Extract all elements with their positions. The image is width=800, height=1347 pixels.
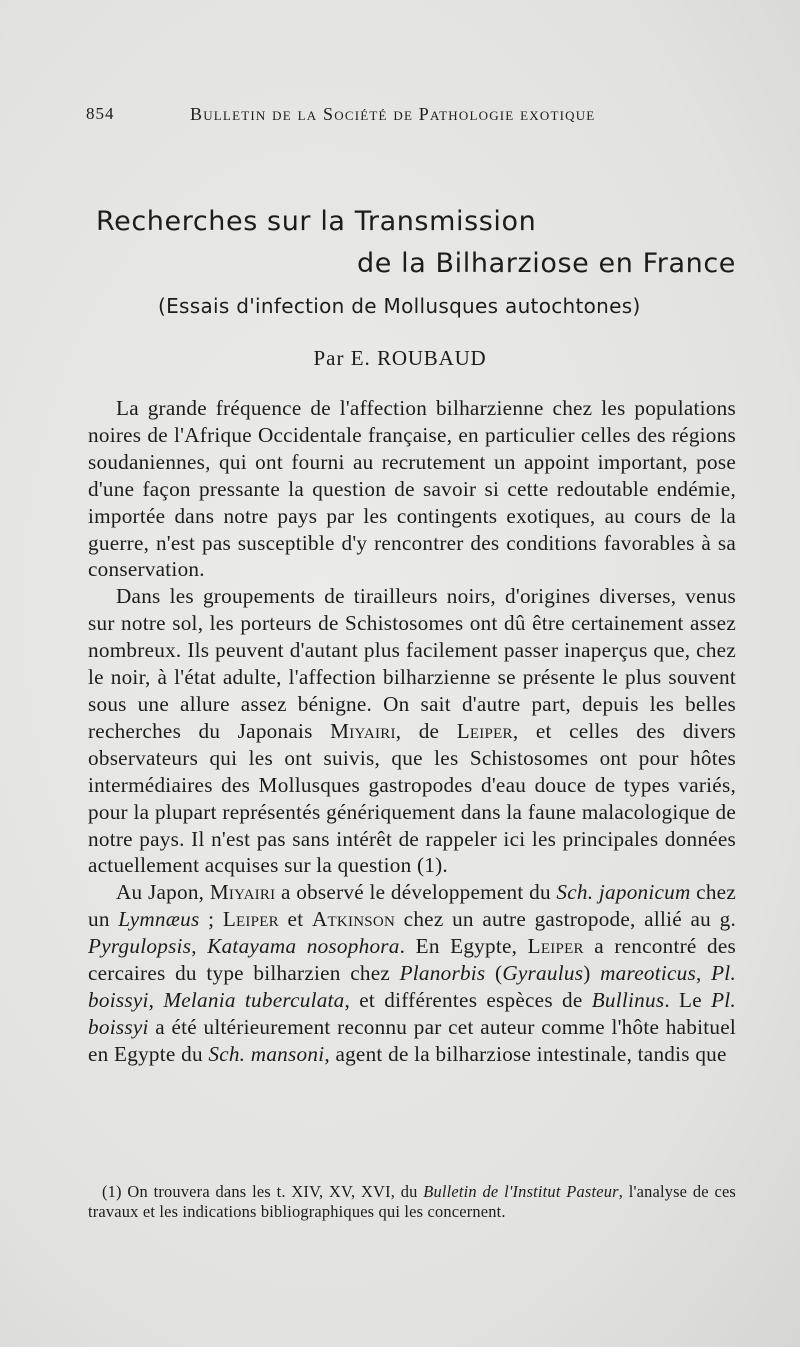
species-name: Lymnæus bbox=[118, 907, 200, 932]
species-name: Pl. boissyi bbox=[88, 961, 736, 1012]
text-run: , agent de la bilharziose intestinale, tandis que bbox=[324, 1041, 727, 1066]
species-name: Pyrgulopsis bbox=[88, 934, 192, 959]
author-ref-leiper: Leiper bbox=[222, 907, 279, 932]
species-name: Sch. japonicum bbox=[556, 880, 691, 905]
paragraph-1: La grande fréquence de l'affection bilharzienne chez les populations noires de l'Afrique Occidentale française, en particulier celles des régions soudaniennes, qui ont fourni au recrutement un appoint important, pose d'une façon pressante la question de savoir si cette redoutable endémie, importée dans notre pays par les contingents exotiques, au cours de la guerre, n'est pas susceptible d'y rencontrer des conditions favorables à sa conservation. bbox=[88, 396, 736, 582]
author-ref-miyairi: Miyairi bbox=[209, 880, 276, 905]
species-name: mareoticus bbox=[600, 961, 696, 986]
article-title-line-2: de la Bilharziose en France bbox=[357, 248, 736, 279]
text-run: , bbox=[191, 934, 208, 959]
text-run: a été ultérieurement reconnu par cet auteur comme l'hôte habituel en Egypte du bbox=[88, 1014, 736, 1066]
species-name: Sch. mansoni bbox=[208, 1041, 325, 1066]
text-run: , et celles des divers observateurs qui les ont suivis, que les Schistosomes ont pour hôtes intermédiaires des Mollusques gastropodes d'eau douce de types variés, pour la plupart représentés génériquement dans la faune malacologique de notre pays. Il n'est pas sans intérêt de rappeler ici les principales données actuellement acquises sur la question (1). bbox=[88, 718, 737, 878]
species-name: Katayama nosophora bbox=[207, 934, 400, 959]
footnote-1 bbox=[88, 1182, 736, 1222]
text-run: (1) On trouvera dans les t. XIV, XV, XVI, du bbox=[102, 1182, 424, 1201]
species-name: Pl. boissyi bbox=[88, 987, 736, 1039]
text-run: . Le bbox=[664, 987, 712, 1012]
text-run: . En Egypte, bbox=[399, 934, 528, 959]
text-run: et bbox=[278, 907, 312, 932]
running-head bbox=[86, 104, 726, 128]
text-run: Dans les groupements de tirailleurs noirs, d'origines diverses, venus sur notre sol, les porteurs de Schistosomes ont dû être certainement assez nombreux. Ils peuvent d'autant plus facilement passer inaperçus que, chez le noir, à l'état adulte, l'affection bilharzienne se présente le plus souvent sous une allure assez bénigne. On sait d'autre part, depuis les belles recherches du Japonais bbox=[88, 584, 736, 743]
text-run: chez un bbox=[88, 880, 736, 932]
species-name: Bullinus bbox=[591, 987, 665, 1012]
author-name: ROUBAUD bbox=[377, 346, 487, 370]
text-run: chez un autre gastropode, allié au g. bbox=[395, 907, 736, 932]
text-run: a rencontré des cercaires du type bilharzien chez bbox=[88, 934, 737, 986]
text-run: ) bbox=[583, 961, 601, 986]
text-run: , l'analyse de ces travaux et les indications bibliographiques qui les concernent. bbox=[88, 1182, 737, 1221]
text-run: , bbox=[695, 961, 712, 986]
paragraph-3 bbox=[88, 879, 736, 1067]
journal-title: Bulletin de la Société de Pathologie exotique bbox=[190, 104, 596, 124]
author-prefix: Par E. bbox=[313, 346, 371, 370]
article-subtitle: (Essais d'infection de Mollusques autochtones) bbox=[158, 294, 641, 318]
author-line bbox=[0, 346, 800, 371]
species-name: Melania tuberculata bbox=[163, 987, 345, 1012]
text-run: a observé le développement du bbox=[275, 880, 557, 905]
text-run: ; bbox=[199, 907, 223, 932]
author-ref-atkinson: Atkinson bbox=[311, 907, 396, 932]
footnote bbox=[88, 1182, 736, 1222]
text-run: Au Japon, bbox=[116, 880, 210, 905]
article-body bbox=[88, 395, 736, 1068]
author-ref-leiper: Leiper bbox=[527, 934, 584, 959]
text-run: ( bbox=[485, 961, 503, 986]
journal-ref: Bulletin de l'Institut Pasteur bbox=[423, 1182, 619, 1201]
author-ref-miyairi: Miyairi bbox=[330, 718, 396, 743]
text-run: , bbox=[148, 987, 164, 1012]
article-title-line-1: Recherches sur la Transmission bbox=[96, 206, 537, 237]
text-run: , et différentes espèces de bbox=[344, 987, 592, 1012]
species-name: Gyraulus bbox=[502, 961, 584, 986]
author-ref-leiper: Leiper bbox=[456, 718, 513, 743]
page-number: 854 bbox=[86, 104, 115, 123]
paragraph-2 bbox=[88, 583, 736, 879]
text-run: , de bbox=[395, 718, 457, 743]
species-name: Planorbis bbox=[399, 961, 486, 986]
